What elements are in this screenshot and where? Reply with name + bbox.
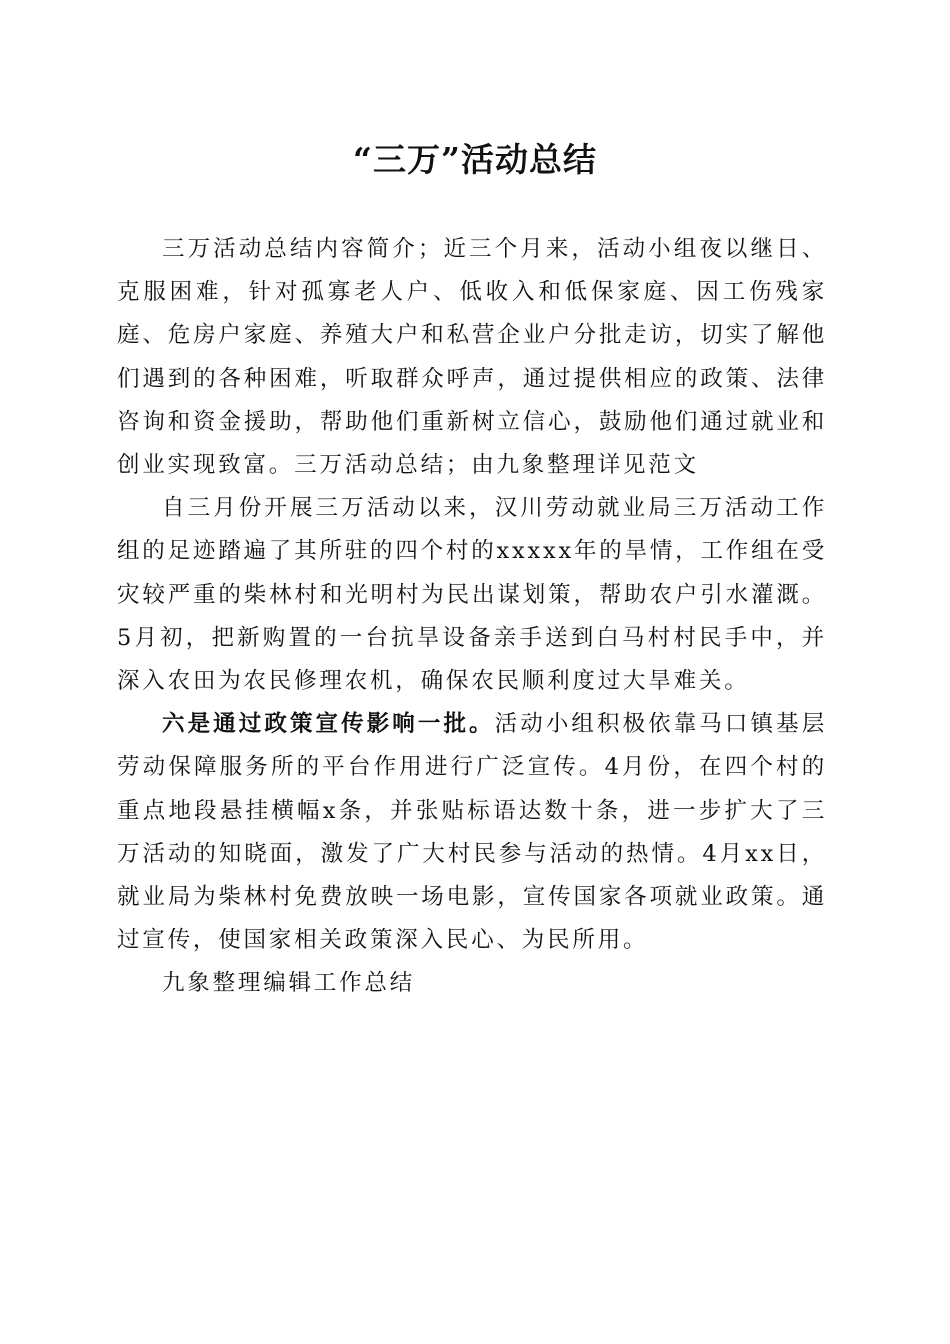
paragraph-intro xyxy=(117,228,827,487)
paragraph-policy-publicity xyxy=(117,703,827,962)
paragraph-text: 活动小组积极依靠马口镇基层劳动保障服务所的平台作用进行广泛宣传。4月份，在四个村的重点地段悬挂横幅x条，并张贴标语达数十条，进一步扩大了三万活动的知晓面，激发了广大村民参与活动的热情。4月xx日，就业局为柴林村免费放映一场电影，宣传国家各项就业政策。通过宣传，使国家相关政策深入民心、为民所用。 xyxy=(117,711,827,954)
paragraph-text: 三万活动总结内容简介；近三个月来，活动小组夜以继日、克服困难，针对孤寡老人户、低收入和低保家庭、因工伤残家庭、危房户家庭、养殖大户和私营企业户分批走访，切实了解他们遇到的各种困难，听取群众呼声，通过提供相应的政策、法律咨询和资金援助，帮助他们重新树立信心，鼓励他们通过就业和创业实现致富。三万活动总结；由九象整理详见范文 xyxy=(117,236,827,479)
paragraph-drought-relief xyxy=(117,487,827,703)
document-title: “三万”活动总结 xyxy=(353,140,597,179)
document-body xyxy=(117,228,827,1006)
paragraph-text: 九象整理编辑工作总结 xyxy=(162,970,416,997)
paragraph-lead: 六是通过政策宣传影响一批。 xyxy=(162,711,495,738)
paragraph-text: 自三月份开展三万活动以来，汉川劳动就业局三万活动工作组的足迹踏遍了其所驻的四个村的xxxxx年的旱情，工作组在受灾较严重的柴林村和光明村为民出谋划策，帮助农户引水灌溉。5月初，把新购置的一台抗旱设备亲手送到白马村村民手中，并深入农田为农民修理农机，确保农民顺利度过大旱难关。 xyxy=(117,495,827,695)
paragraph-footer-note xyxy=(117,962,827,1005)
